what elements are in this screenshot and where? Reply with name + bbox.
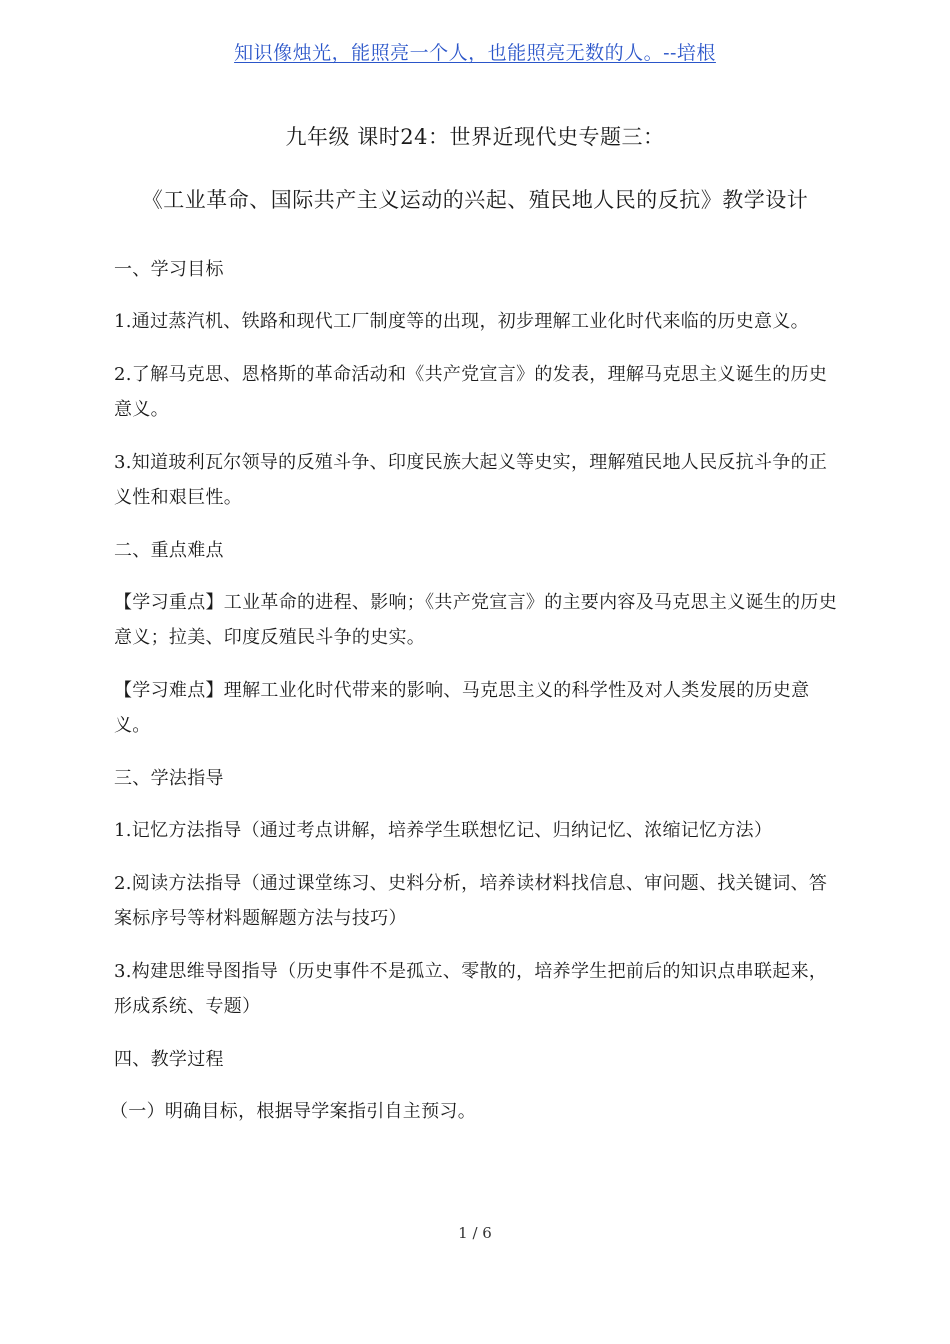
goal-item-2: 2.了解马克思、恩格斯的革命活动和《共产党宣言》的发表，理解马克思主义诞生的历史意义。: [114, 364, 828, 420]
page-number: 1 / 6: [458, 1224, 492, 1242]
section-heading-learning-goals: 一、学习目标: [114, 259, 224, 280]
section-heading-study-methods: 三、学法指导: [114, 768, 224, 789]
section-heading-key-points: 二、重点难点: [114, 540, 224, 561]
document-title-line-1: 九年级 课时24：世界近现代史专题三：: [285, 125, 665, 149]
section-heading-teaching-process: 四、教学过程: [114, 1049, 224, 1070]
goal-item-1: 1.通过蒸汽机、铁路和现代工厂制度等的出现，初步理解工业化时代来临的历史意义。: [114, 311, 809, 332]
goal-item-3: 3.知道玻利瓦尔领导的反殖斗争、印度民族大起义等史实，理解殖民地人民反抗斗争的正义性和艰巨性。: [114, 452, 828, 508]
document-body: [110, 252, 842, 1147]
key-difficulty-paragraph: 【学习难点】理解工业化时代带来的影响、马克思主义的科学性及对人类发展的历史意义。: [114, 680, 810, 736]
process-step-1: （一）明确目标，根据导学案指引自主预习。: [110, 1101, 476, 1122]
document-title-line-2: 《工业革命、国际共产主义运动的兴起、殖民地人民的反抗》教学设计: [141, 188, 809, 212]
method-item-3: 3.构建思维导图指导（历史事件不是孤立、零散的，培养学生把前后的知识点串联起来，形成系统、专题）: [114, 961, 828, 1017]
method-item-1: 1.记忆方法指导（通过考点讲解，培养学生联想忆记、归纳记忆、浓缩记忆方法）: [114, 820, 773, 841]
method-item-2: 2.阅读方法指导（通过课堂练习、史料分析，培养读材料找信息、审问题、找关键词、答案标序号等材料题解题方法与技巧）: [114, 873, 828, 929]
key-focus-paragraph: 【学习重点】工业革命的进程、影响；《共产党宣言》的主要内容及马克思主义诞生的历史意义；拉美、印度反殖民斗争的史实。: [114, 592, 837, 648]
header-motto: 知识像烛光，能照亮一个人，也能照亮无数的人。--培根: [234, 42, 716, 64]
